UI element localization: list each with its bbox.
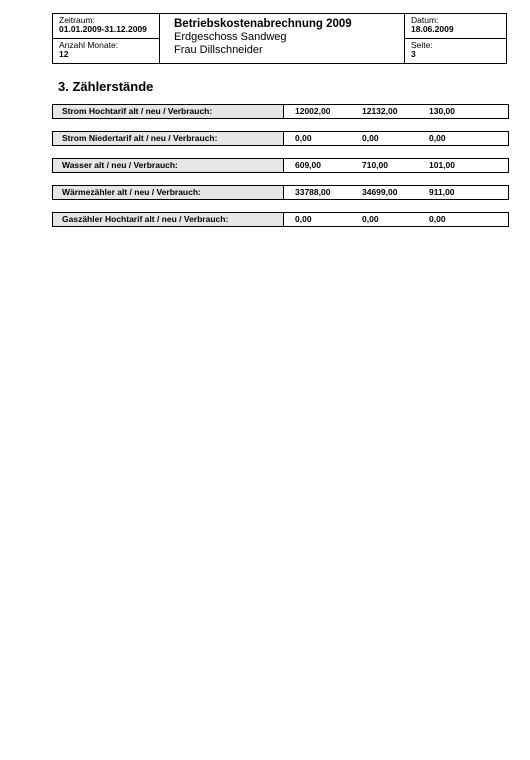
meter-label: Strom Niedertarif alt / neu / Verbrauch:	[53, 132, 284, 145]
section-title: 3. Zählerstände	[58, 79, 154, 94]
meter-row-strom-niedertarif	[52, 131, 509, 146]
datum-label: Datum:	[411, 15, 439, 25]
meter-value-neu: 34699,00	[362, 187, 398, 197]
meter-row-waermezaehler	[52, 185, 509, 200]
meter-value-verbrauch: 0,00	[429, 214, 446, 224]
meter-label: Strom Hochtarif alt / neu / Verbrauch:	[53, 105, 284, 118]
anzahl-monate-label: Anzahl Monate:	[59, 40, 119, 50]
datum-value: 18.06.2009	[411, 24, 454, 34]
meter-value-alt: 0,00	[295, 214, 312, 224]
datum-cell	[404, 14, 506, 39]
meter-value-alt: 609,00	[295, 160, 321, 170]
meter-value-verbrauch: 101,00	[429, 160, 455, 170]
seite-label: Seite:	[411, 40, 433, 50]
meter-row-wasser	[52, 158, 509, 173]
meter-value-neu: 12132,00	[362, 106, 398, 116]
anzahl-monate-cell	[53, 39, 160, 63]
meter-value-neu: 0,00	[362, 133, 379, 143]
meter-value-verbrauch: 0,00	[429, 133, 446, 143]
zeitraum-value: 01.01.2009-31.12.2009	[59, 24, 147, 34]
zeitraum-label: Zeitraum:	[59, 15, 95, 25]
meter-label: Wasser alt / neu / Verbrauch:	[53, 159, 284, 172]
meter-value-verbrauch: 911,00	[429, 187, 455, 197]
tenant-name: Frau Dillschneider	[174, 44, 263, 56]
meter-row-gaszaehler-hochtarif	[52, 212, 509, 227]
meter-value-alt: 33788,00	[295, 187, 331, 197]
anzahl-monate-value: 12	[59, 49, 69, 59]
meter-value-neu: 0,00	[362, 214, 379, 224]
seite-value: 3	[411, 49, 416, 59]
seite-cell	[404, 39, 506, 63]
meter-row-strom-hochtarif	[52, 104, 509, 119]
property-name: Erdgeschoss Sandweg	[174, 31, 287, 43]
document-title: Betriebskostenabrechnung 2009	[174, 18, 352, 30]
title-cell	[160, 14, 404, 63]
meter-value-neu: 710,00	[362, 160, 388, 170]
meter-label: Gaszähler Hochtarif alt / neu / Verbrauch:	[53, 213, 284, 226]
document-header	[52, 13, 507, 64]
meter-value-alt: 0,00	[295, 133, 312, 143]
meter-label: Wärmezähler alt / neu / Verbrauch:	[53, 186, 284, 199]
meter-value-alt: 12002,00	[295, 106, 331, 116]
meter-value-verbrauch: 130,00	[429, 106, 455, 116]
zeitraum-cell	[53, 14, 160, 39]
